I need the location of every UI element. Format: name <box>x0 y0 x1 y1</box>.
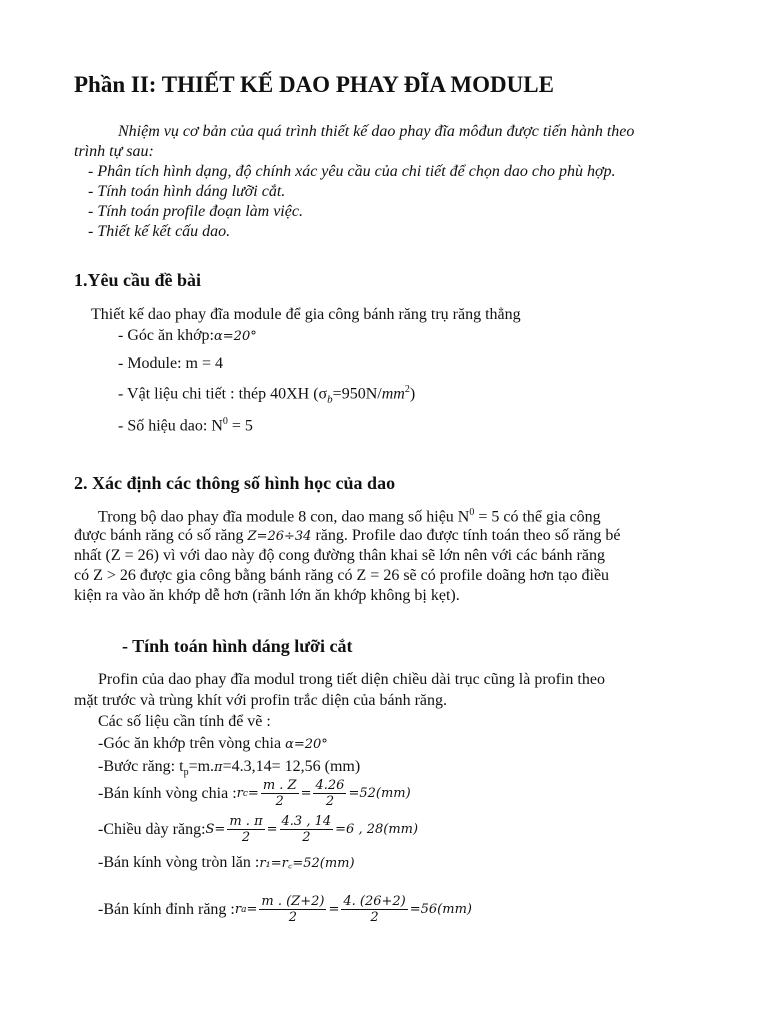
section-2-line3: nhất (Z = 26) vì với dao này độ cong đường thân khai sẽ lớn nên với các bánh răng <box>74 547 605 564</box>
req-pressure-angle-label: - Góc ăn khớp: <box>118 327 214 344</box>
section-3-data-intro: Các số liệu cần tính để vẽ : <box>98 713 271 730</box>
calc-pitch-radius: -Bán kính vòng chia : r c = $\frac{m . Z}{2}$ = $\frac{4.26}{2}$ =52(mm) <box>98 778 411 809</box>
section-2-line5: kiện ra vào ăn khớp dễ hơn (rãnh lớn ăn khớp không bị kẹt). <box>74 587 460 604</box>
calc-pitch: -Bước răng: $t_p=m.\pi=4.3,14= 12,56$ (mm) <box>98 758 361 779</box>
section-2-line1: Trong bộ dao phay đĩa module 8 con, dao mang số hiệu $N^0 = 5$ có thể gia công <box>98 507 601 526</box>
req-pressure-angle <box>118 327 257 345</box>
intro-lead-line1: Nhiệm vụ cơ bản của quá trình thiết kế dao phay đĩa môđun được tiến hành theo <box>118 123 635 140</box>
req-cutter-number: - Số hiệu dao: $N^0 = 5$ <box>118 416 253 435</box>
intro-item-3: - Tính toán profile đoạn làm việc. <box>88 203 303 220</box>
req-module: - Module: m = 4 <box>118 355 224 372</box>
section-1-lead: Thiết kế dao phay đĩa module để gia công bánh răng trụ răng thẳng <box>91 306 521 323</box>
tip-radius-formula: r a = $\frac{m . (Z+2)}{2}$ = $\frac{4. (26+2)}{2}$ =56(mm) <box>234 894 472 925</box>
req-material: - Vật liệu chi tiết : thép 40XH $(\sigma_b=950N/mm^2)$ <box>118 384 416 406</box>
calc-tooth-thickness: -Chiều dày răng: S= $\frac{m . \pi}{2}$ = $\frac{4.3 , 14}{2}$ =6 , 28(mm) <box>98 814 419 845</box>
section-3-para-line1: Profin của dao phay đĩa modul trong tiết diện chiều dài trục cũng là profin theo <box>98 671 605 688</box>
section-3-para-line2: mặt trước và trùng khít với profin trắc diện của bánh răng. <box>74 692 448 709</box>
section-2-heading: 2. Xác định các thông số hình học của dao <box>74 473 396 493</box>
intro-item-4: - Thiết kế kết cấu dao. <box>88 223 231 240</box>
calc-pressure-angle: -Góc ăn khớp trên vòng chia α=20° <box>98 735 328 752</box>
intro-item-1: - Phân tích hình dạng, độ chính xác yêu cầu của chi tiết để chọn dao cho phù hợp. <box>88 163 616 180</box>
section-2-line2: được bánh răng có số răng Z=26÷34 răng. Profile dao được tính toán theo số răng bé <box>74 527 621 544</box>
intro-item-2: - Tính toán hình dáng lưỡi cắt. <box>88 183 286 200</box>
tooth-thickness-formula: S= $\frac{m . \pi}{2}$ = $\frac{4.3 , 14}{2}$ =6 , 28(mm) <box>205 814 419 845</box>
section-1-heading: 1.Yêu cầu đề bài <box>74 270 202 290</box>
pitch-radius-formula: r c = $\frac{m . Z}{2}$ = $\frac{4.26}{2}$ =52(mm) <box>236 778 411 809</box>
intro-lead-line2: trình tự sau: <box>74 143 154 160</box>
req-pressure-angle-value: α=20° <box>214 329 257 344</box>
section-3-heading: - Tính toán hình dáng lưỡi cắt <box>122 636 353 656</box>
calc-tip-radius: -Bán kính đỉnh răng : r a = $\frac{m . (Z+2)}{2}$ = $\frac{4. (26+2)}{2}$ =56(mm) <box>98 894 472 925</box>
section-2-line4: có Z > 26 được gia công bằng bánh răng có Z = 26 sẽ có profile doãng hơn tạo điều <box>74 567 610 584</box>
page-title: Phần II: THIẾT KẾ DAO PHAY ĐĨA MODULE <box>74 72 554 97</box>
calc-rolling-radius: -Bán kính vòng tròn lăn :r₁=r꜀=52(mm) <box>98 854 355 871</box>
